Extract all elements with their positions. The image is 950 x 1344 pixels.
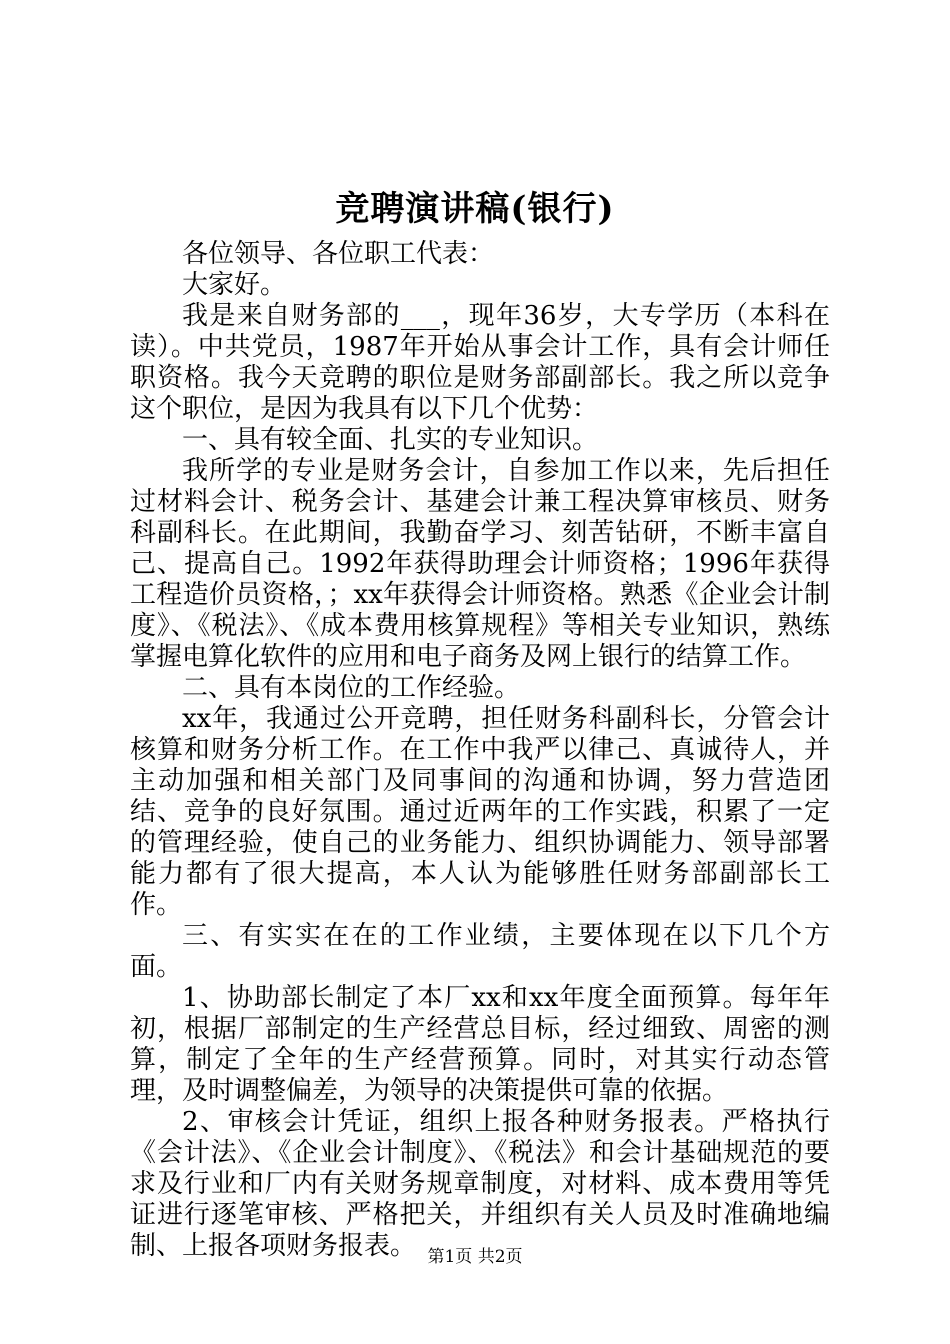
paragraph-hello: 大家好。 (182, 270, 287, 300)
section-heading-2: 二、具有本岗位的工作经验。 (182, 673, 521, 703)
document-body (130, 239, 830, 1262)
paragraph-intro: 我是来自财务部的___，现年36岁，大专学历（本科在读）。中共党员，1987年开始从事会计工作，具有会计师任职资格。我今天竞聘的职位是财务部副部长。我之所以竞争这个职位，是因为我具有以下几个优势： (130, 301, 830, 424)
paragraph-budget: 1、协助部长制定了本厂xx和xx年度全面预算。每年年初，根据厂部制定的生产经营总目标，经过细致、周密的测算，制定了全年的生产经营预算。同时，对其实行动态管理，及时调整偏差，为领导的决策提供可靠的依据。 (130, 983, 830, 1106)
paragraph-knowledge: 我所学的专业是财务会计，自参加工作以来，先后担任过材料会计、税务会计、基建会计兼工程决算审核员、财务科副科长。在此期间，我勤奋学习、刻苦钻研，不断丰富自己、提高自己。1992年获得助理会计师资格；1996年获得工程造价员资格，；xx年获得会计师资格。熟悉《企业会计制度》、《税法》、《成本费用核算规程》等相关专业知识，熟练掌握电算化软件的应用和电子商务及网上银行的结算工作。 (130, 456, 830, 672)
section-heading-3: 三、有实实在在的工作业绩，主要体现在以下几个方面。 (130, 921, 830, 982)
section-heading-1: 一、具有较全面、扎实的专业知识。 (182, 425, 599, 455)
document-title: 竞聘演讲稿(银行) (335, 189, 615, 229)
page-footer: 第1页 共2页 (427, 1247, 523, 1267)
paragraph-experience: xx年，我通过公开竞聘，担任财务科副科长，分管会计核算和财务分析工作。在工作中我严以律己、真诚待人，并主动加强和相关部门及同事间的沟通和协调，努力营造团结、竞争的良好氛围。通过近两年的工作实践，积累了一定的管理经验，使自己的业务能力、组织协调能力、领导部署能力都有了很大提高，本人认为能够胜任财务部副部长工作。 (130, 704, 830, 920)
paragraph-greeting: 各位领导、各位职工代表： (182, 239, 495, 269)
paragraph-audit: 2、审核会计凭证，组织上报各种财务报表。严格执行《会计法》、《企业会计制度》、《税法》和会计基础规范的要求及行业和厂内有关财务规章制度，对材料、成本费用等凭证进行逐笔审核、严格把关，并组织有关人员及时准确地编制、上报各项财务报表。 (130, 1107, 830, 1261)
